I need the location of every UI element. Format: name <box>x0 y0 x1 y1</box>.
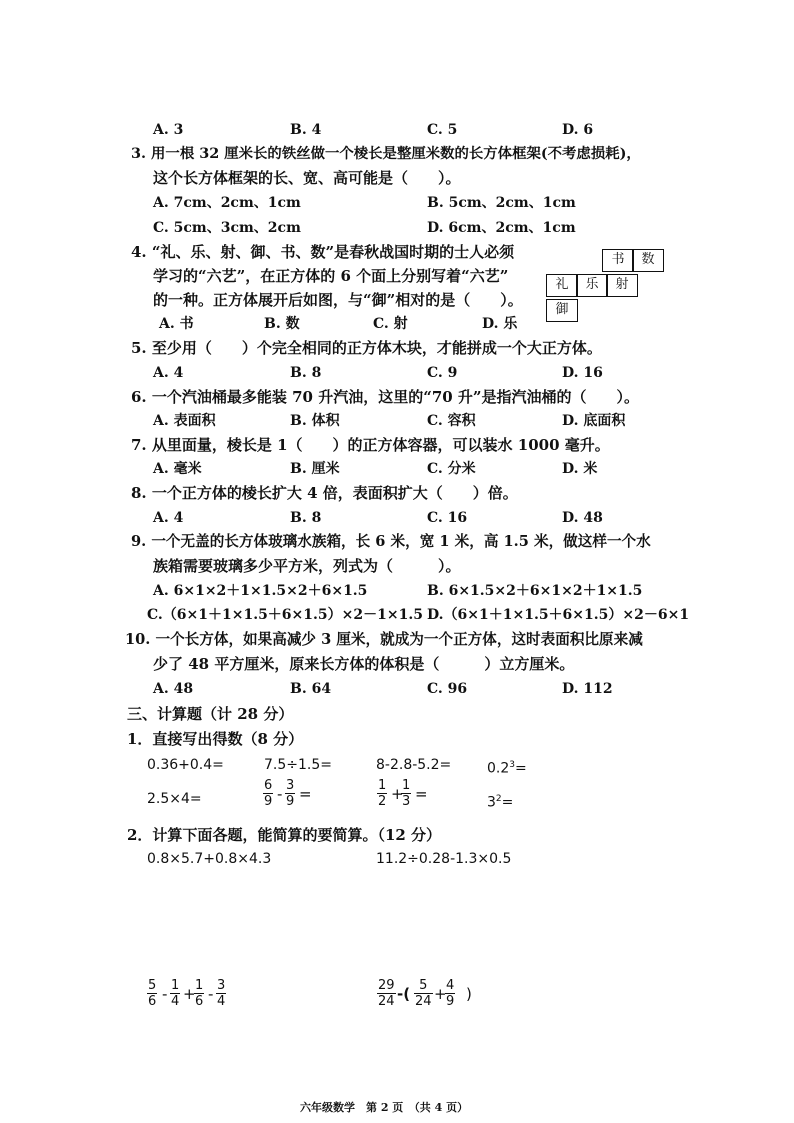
q3-option-b: B. 5cm、2cm、1cm <box>427 195 576 211</box>
q5-option-c: C. 9 <box>427 365 458 381</box>
q7-option-b: B. 厘米 <box>290 461 340 477</box>
q10-option-c: C. 96 <box>427 681 468 697</box>
calc1-e6-num2: 3 <box>286 778 295 793</box>
calc1-expr-3: 8-2.8-5.2= <box>376 757 452 773</box>
q9-option-c: C.（6×1＋1×1.5＋6×1.5）×2－1×1.5 <box>147 607 423 623</box>
calc2-p3-num3: 1 <box>195 978 204 993</box>
calc2-problem-1: 0.8×5.7+0.8×4.3 <box>147 851 272 867</box>
calc1-e7-den1: 2 <box>378 794 387 809</box>
calc2-p3-num1: 5 <box>148 978 157 993</box>
calc2-problem-2: 11.2÷0.28-1.3×0.5 <box>376 851 512 867</box>
q8-option-c: C. 16 <box>427 510 468 526</box>
calc2-p4-close: ) <box>466 985 472 1003</box>
calc2-p3-op1: - <box>162 985 168 1003</box>
q7-option-c: C. 分米 <box>427 461 476 477</box>
q4-option-d: D. 乐 <box>482 316 518 332</box>
q2-option-b: B. 4 <box>290 122 322 138</box>
calc1-expr-1: 0.36+0.4= <box>147 757 224 773</box>
q3-option-a: A. 7cm、2cm、1cm <box>153 195 301 211</box>
calc2-p4-num3: 4 <box>446 978 455 993</box>
calc1-e7-num2: 1 <box>402 778 411 793</box>
q3-stem-line1: 3. 用一根 32 厘米长的铁丝做一个棱长是整厘米数的长方体框架(不考虑损耗)， <box>131 145 641 162</box>
calc2-p3-den2: 4 <box>171 994 180 1009</box>
q4-option-a: A. 书 <box>159 316 194 332</box>
q9-option-b: B. 6×1.5×2＋6×1×2＋1×1.5 <box>427 583 643 599</box>
q2-option-d: D. 6 <box>562 122 594 138</box>
q8-option-a: A. 4 <box>153 510 184 526</box>
calc2-p4-den3: 9 <box>446 994 455 1009</box>
calc2-p3-op3: - <box>208 985 214 1003</box>
q6-option-b: B. 体积 <box>290 413 340 429</box>
q4-stem-line1: 4. “礼、乐、射、御、书、数”是春秋战国时期的士人必须 <box>131 243 515 261</box>
q7-option-a: A. 毫米 <box>153 461 202 477</box>
calc1-e6-den2: 9 <box>286 794 295 809</box>
net-cell-shu: 书 <box>602 249 634 272</box>
q9-stem-line2: 族箱需要玻璃多少平方米，列式为（ ）。 <box>153 557 461 575</box>
q5-option-b: B. 8 <box>290 365 322 381</box>
calc1-e7-den2: 3 <box>402 794 411 809</box>
q5-option-a: A. 4 <box>153 365 184 381</box>
calc2-p4-op1: -( <box>397 985 411 1003</box>
q7-stem: 7. 从里面量，棱长是 1（ ）的正方体容器，可以装水 1000 毫升。 <box>131 436 610 454</box>
calc2-p4-num1: 29 <box>378 978 395 993</box>
q5-stem: 5. 至少用（ ）个完全相同的正方体木块，才能拼成一个大正方体。 <box>131 339 602 357</box>
calc2-p3-den1: 6 <box>148 994 157 1009</box>
q2-option-c: C. 5 <box>427 122 458 138</box>
net-cell-shu2: 数 <box>632 249 664 272</box>
calc1-title: 1．直接写出得数（8 分） <box>127 730 304 748</box>
q4-stem-line2: 学习的“六艺”，在正方体的 6 个面上分别写着“六艺” <box>153 267 509 285</box>
q10-stem-line1: 10. 一个长方体，如果高减少 3 厘米，就成为一个正方体，这时表面积比原来减 <box>125 631 643 648</box>
section-3-title: 三、计算题（计 28 分） <box>127 705 294 723</box>
q8-option-d: D. 48 <box>562 510 603 526</box>
q3-option-c: C. 5cm、3cm、2cm <box>153 220 301 236</box>
calc2-p3-num4: 3 <box>217 978 226 993</box>
calc2-title: 2．计算下面各题，能简算的要简算。（12 分） <box>127 826 442 844</box>
calc1-expr-8-eq: = <box>501 794 514 811</box>
q7-option-d: D. 米 <box>562 461 598 477</box>
calc2-p3-den4: 4 <box>217 994 226 1009</box>
calc1-expr-4-eq: = <box>515 760 527 777</box>
page-footer: 六年级数学 第 2 页 （共 4 页） <box>300 1101 469 1114</box>
q9-stem-line1: 9. 一个无盖的长方体玻璃水族箱，长 6 米，宽 1 米，高 1.5 米，做这样一个水 <box>131 533 651 550</box>
q6-option-a: A. 表面积 <box>153 413 216 429</box>
q8-stem: 8. 一个正方体的棱长扩大 4 倍，表面积扩大（ ）倍。 <box>131 484 518 502</box>
calc1-e6-eq: = <box>299 785 312 803</box>
net-cell-yue: 乐 <box>576 274 608 297</box>
calc1-expr-8-exp: 2 <box>495 794 502 804</box>
net-cell-she: 射 <box>606 274 638 297</box>
calc1-expr-4-base: 0.2 <box>487 760 510 777</box>
calc1-expr-8 <box>487 789 513 813</box>
q10-option-b: B. 64 <box>290 681 332 697</box>
calc1-e7-num1: 1 <box>378 778 387 793</box>
q6-option-d: D. 底面积 <box>562 413 626 429</box>
calc2-p3-op2: + <box>183 985 196 1003</box>
q6-option-c: C. 容积 <box>427 413 476 429</box>
q6-stem: 6. 一个汽油桶最多能装 70 升汽油，这里的“70 升”是指汽油桶的（ ）。 <box>131 388 640 406</box>
calc2-p4-num2: 5 <box>414 978 433 994</box>
calc2-p4-den2: 24 <box>415 994 432 1009</box>
calc1-expr-5: 2.5×4= <box>147 791 202 807</box>
net-cell-yu: 御 <box>546 299 578 322</box>
calc1-expr-4-exp: 3 <box>509 760 515 770</box>
calc1-e6-den1: 9 <box>264 794 273 809</box>
calc2-p3-num2: 1 <box>171 978 180 993</box>
q4-option-c: C. 射 <box>373 316 408 332</box>
q9-option-a: A. 6×1×2＋1×1.5×2＋6×1.5 <box>153 583 368 599</box>
calc1-e6-op: - <box>277 785 283 803</box>
q2-option-a: A. 3 <box>153 122 184 138</box>
calc2-p4-den1: 24 <box>378 994 395 1009</box>
calc1-e7-eq: = <box>415 785 428 803</box>
q8-option-b: B. 8 <box>290 510 322 526</box>
calc1-e7-op: + <box>391 785 404 803</box>
calc1-expr-2: 7.5÷1.5= <box>264 757 332 773</box>
calc1-expr-8-base: 3 <box>487 794 496 811</box>
calc2-p3-den3: 6 <box>195 994 204 1009</box>
q5-option-d: D. 16 <box>562 365 603 381</box>
q10-stem-line2: 少了 48 平方厘米，原来长方体的体积是（ ）立方厘米。 <box>153 655 575 673</box>
q10-option-a: A. 48 <box>153 681 194 697</box>
q10-option-d: D. 112 <box>562 681 613 697</box>
q4-stem-line3: 的一种。正方体展开后如图，与“御”相对的是（ ）。 <box>153 291 523 309</box>
net-cell-li: 礼 <box>546 274 578 297</box>
q3-option-d: D. 6cm、2cm、1cm <box>427 220 576 236</box>
calc2-p4-op2: + <box>434 985 447 1003</box>
calc1-e6-num1: 6 <box>264 778 273 793</box>
q4-option-b: B. 数 <box>264 316 300 332</box>
q9-option-d: D.（6×1＋1×1.5＋6×1.5）×2－6×1 <box>427 607 690 623</box>
calc1-expr-4 <box>487 755 527 779</box>
q3-stem-line2: 这个长方体框架的长、宽、高可能是（ ）。 <box>153 169 461 187</box>
